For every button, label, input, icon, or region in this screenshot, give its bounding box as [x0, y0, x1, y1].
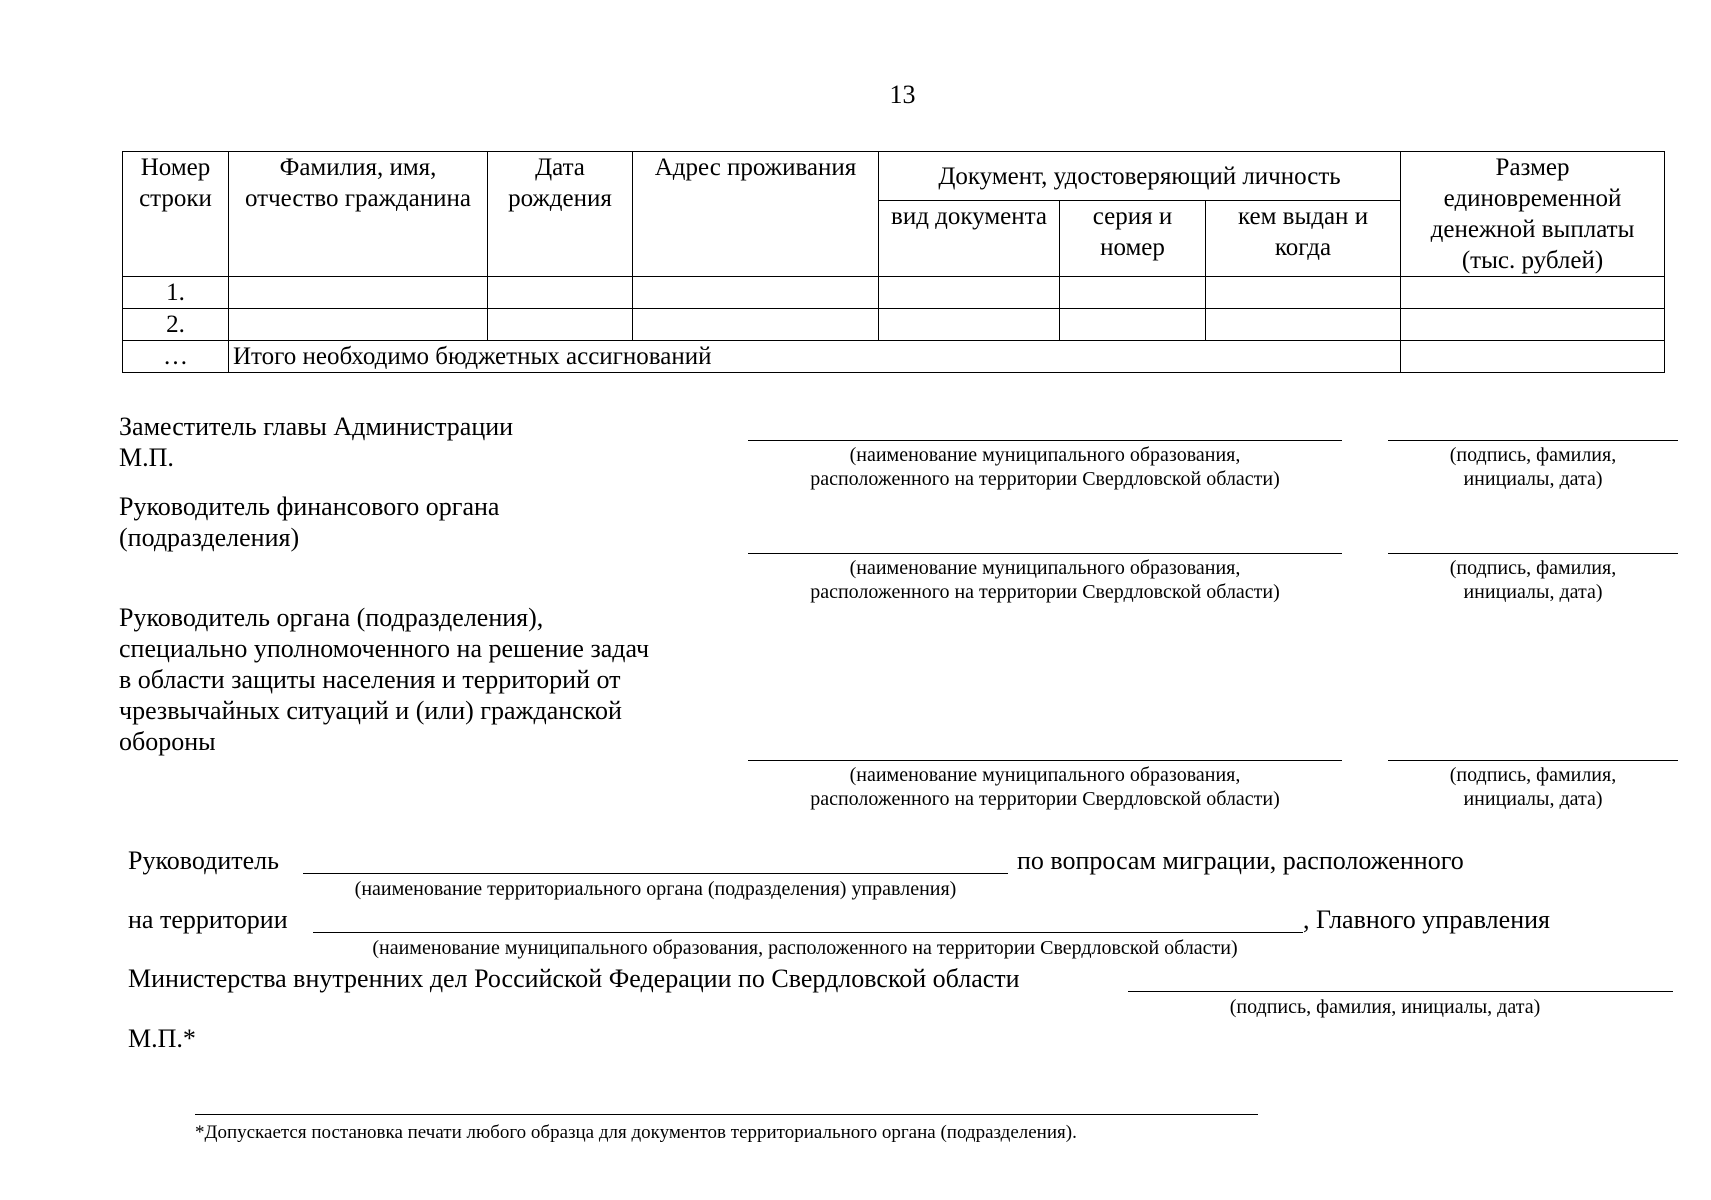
header-issued-by: кем выдан и когда — [1206, 201, 1401, 277]
signature-line — [1388, 760, 1678, 761]
signature-caption: (подпись, фамилия, инициалы, дата) — [1449, 557, 1617, 603]
total-row-value — [1401, 341, 1665, 373]
migration-line2-start: на территории — [128, 905, 288, 934]
table-row — [123, 309, 1665, 341]
header-birth-date: Дата рождения — [488, 152, 633, 277]
header-row-number: Номер строки — [123, 152, 229, 277]
total-row — [123, 341, 1665, 373]
signature-line — [1388, 553, 1678, 554]
table-row — [123, 277, 1665, 309]
municipality-line — [313, 932, 1303, 933]
signature-line — [1128, 991, 1673, 992]
migration-line1-end: по вопросам миграции, расположенного — [1017, 846, 1464, 875]
table-cell — [879, 277, 1060, 309]
table-cell — [1060, 277, 1206, 309]
table-cell — [1401, 277, 1665, 309]
migration-line2-end: , Главного управления — [1303, 905, 1550, 934]
table-cell — [488, 309, 633, 341]
stamp-label: М.П. — [119, 443, 174, 472]
header-series-number: серия и номер — [1060, 201, 1206, 277]
header-address: Адрес проживания — [633, 152, 879, 277]
table-cell — [633, 277, 879, 309]
row-number-cell: 2. — [123, 309, 229, 341]
header-id-document: Документ, удостоверяющий личность — [879, 152, 1401, 201]
table-cell — [229, 309, 488, 341]
territorial-body-caption: (наименование территориального органа (подразделения) управления) — [354, 878, 957, 900]
citizens-table — [122, 151, 1665, 373]
municipality-caption: (наименование муниципального образования, расположенного на территории Свердловской области) — [810, 764, 1280, 810]
stamp-label: М.П.* — [128, 1024, 196, 1053]
migration-line1-start: Руководитель — [128, 846, 279, 875]
municipality-caption: (наименование муниципального образования, расположенного на территории Свердловской области) — [810, 444, 1280, 490]
municipality-line — [748, 553, 1342, 554]
total-row-label: Итого необходимо бюджетных ассигнований — [229, 341, 1401, 373]
row-number-cell: 1. — [123, 277, 229, 309]
table-cell — [633, 309, 879, 341]
header-doc-type: вид документа — [879, 201, 1060, 277]
municipality-caption: (наименование муниципального образования, расположенного на территории Свердловской области) — [810, 557, 1280, 603]
footnote: *Допускается постановка печати любого образца для документов территориального органа (подразделения). — [195, 1122, 1077, 1143]
municipality-line — [748, 760, 1342, 761]
table-cell — [229, 277, 488, 309]
page-number: 13 — [889, 80, 916, 109]
total-row-number: … — [123, 341, 229, 373]
table-cell — [1206, 277, 1401, 309]
deputy-head-label: Заместитель главы Администрации — [119, 412, 514, 441]
territorial-body-line — [303, 873, 1008, 874]
municipality-caption: (наименование муниципального образования, расположенного на территории Свердловской области) — [372, 937, 1238, 959]
signature-caption: (подпись, фамилия, инициалы, дата) — [1449, 444, 1617, 490]
migration-line3-start: Министерства внутренних дел Российской Федерации по Свердловской области — [128, 964, 1020, 993]
table-cell — [1060, 309, 1206, 341]
header-payment-size: Размер единовременной денежной выплаты (тыс. рублей) — [1401, 152, 1665, 277]
footnote-separator — [195, 1114, 1258, 1115]
table-cell — [879, 309, 1060, 341]
finance-head-label: Руководитель финансового органа — [119, 492, 500, 521]
signature-caption: (подпись, фамилия, инициалы, дата) — [1229, 996, 1541, 1018]
municipality-line — [748, 440, 1342, 441]
table-cell — [1206, 309, 1401, 341]
finance-head-label-2: (подразделения) — [119, 523, 300, 552]
table-cell — [1401, 309, 1665, 341]
table-cell — [488, 277, 633, 309]
signature-line — [1388, 440, 1678, 441]
emergency-head-label: Руководитель органа (подразделения), специально уполномоченного на решение задач в области защиты населения и территорий от чрезвычайных ситуаций и (или) гражданской обороны — [119, 603, 650, 756]
signature-caption: (подпись, фамилия, инициалы, дата) — [1449, 764, 1617, 810]
header-full-name: Фамилия, имя, отчество гражданина — [229, 152, 488, 277]
